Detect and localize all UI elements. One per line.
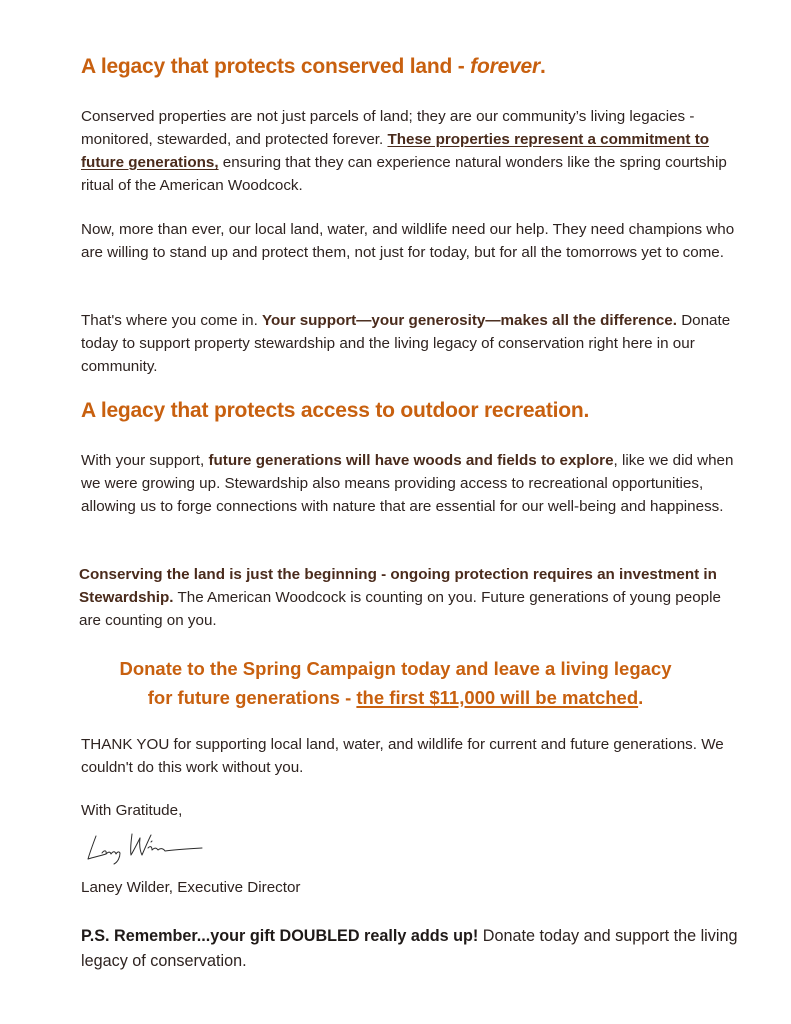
support-highlight: Your support—your generosity—makes all the difference. <box>262 312 677 329</box>
signature-graphic <box>84 826 208 870</box>
paragraph-need-help: Now, more than ever, our local land, water, and wildlife need our help. They need champions who are willing to stand up and protect them, not just for today, but for all the tomorrows yet to come. <box>81 221 735 261</box>
callout-line-1: Donate to the Spring Campaign today and leave a living legacy <box>119 658 672 679</box>
paragraph-conserved-properties: Conserved properties are not just parcels of land; they are our community’s living legacies - monitored, stewarded, and protected forever. These properties represent a commitment to future generations, ensuring that they can experience natural wonders like the spring courtship ritual of the American Woodcock. <box>81 108 727 194</box>
signer-name-title: Laney Wilder, Executive Director <box>81 879 301 896</box>
section-heading-conserved-land <box>81 55 546 79</box>
section-heading-outdoor-recreation: A legacy that protects access to outdoor recreation. <box>81 399 590 422</box>
paragraph-with-your-support: With your support, future generations will have woods and fields to explore, like we did when we were growing up. Stewardship also means providing access to recreational opportunities, allowing us to forge connections with nature that are essential for our well-being and happiness. <box>81 452 734 515</box>
stewardship-highlight: Conserving the land is just the beginning - ongoing protection requires an investment in Stewardship. <box>79 566 717 606</box>
paragraph-your-support: That's where you come in. Your support—your generosity—makes all the difference. Donate today to support property stewardship and the living legacy of conservation right here in our community. <box>81 312 731 375</box>
signature <box>84 826 208 870</box>
closing-salutation: With Gratitude, <box>81 802 183 819</box>
heading-period: . <box>539 55 546 78</box>
paragraph-conserving-land: Conserving the land is just the beginning - ongoing protection requires an investment in Stewardship. The American Woodcock is counting on you. Future generations of young people are counting on you. <box>79 566 721 629</box>
heading-text: A legacy that protects conserved land - <box>81 55 471 78</box>
woods-fields-highlight: future generations will have woods and fields to explore <box>208 452 614 469</box>
postscript: P.S. Remember...your gift DOUBLED really adds up! Donate today and support the living legacy of conservation. <box>81 927 738 970</box>
thank-you-paragraph: THANK YOU for supporting local land, water, and wildlife for current and future generations. We couldn't do this work without you. <box>81 736 724 776</box>
heading-emphasis: forever <box>470 55 540 78</box>
commitment-highlight: These properties represent a commitment to future generations, <box>81 131 710 171</box>
match-link[interactable]: the first $11,000 will be matched <box>356 687 639 708</box>
donate-callout: Donate to the Spring Campaign today and leave a living legacy for future generations - the first $11,000 will be matched. <box>119 658 672 708</box>
postscript-highlight: P.S. Remember...your gift DOUBLED really adds up! <box>81 927 479 945</box>
